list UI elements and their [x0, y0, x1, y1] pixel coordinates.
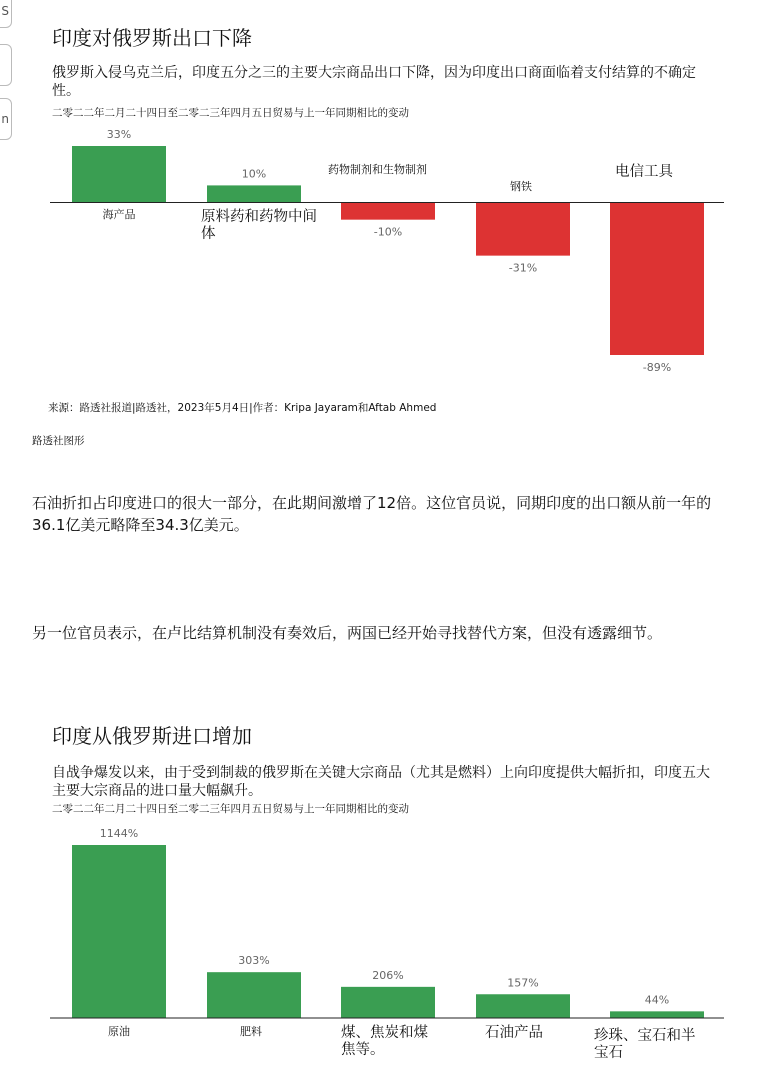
chart1-plot [0, 110, 770, 410]
category-label: 原油 [108, 1025, 130, 1038]
chart1-subtitle: 俄罗斯入侵乌克兰后，印度五分之三的主要大宗商品出口下降，因为印度出口商面临着支付结算的不确定性。 [52, 65, 696, 99]
bar-5 [610, 203, 704, 355]
chart2-plot [0, 815, 770, 1075]
chart1-title: 印度对俄罗斯出口下降 [52, 26, 252, 50]
chart1-graphic-credit: 路透社图形 [32, 435, 85, 447]
article-paragraph-1: 石油折扣占印度进口的很大一部分，在此期间激增了12倍。这位官员说，同期印度的出口额从前一年的36.1亿美元略降至34.3亿美元。 [32, 494, 712, 534]
value-label: 303% [238, 954, 270, 968]
value-label: 157% [507, 976, 539, 990]
value-label: -89% [642, 361, 672, 374]
bar-1 [72, 845, 166, 1018]
category-label: 钢铁 [510, 180, 532, 193]
edge-tab-2[interactable] [0, 44, 12, 86]
category-label: 肥料 [240, 1025, 262, 1038]
value-label: 44% [644, 993, 670, 1007]
category-label: 电信工具 [615, 164, 673, 180]
chart1-period-caption: 二零二二年二月二十四日至二零二三年四月五日贸易与上一年同期相比的变动 [52, 107, 409, 119]
chart2-period-caption: 二零二二年二月二十四日至二零二三年四月五日贸易与上一年同期相比的变动 [52, 803, 409, 815]
value-label: 10% [241, 167, 267, 181]
category-label: 珍珠、宝石和半宝石 [594, 1028, 696, 1061]
value-label: -10% [373, 225, 403, 239]
bar-4 [476, 203, 570, 256]
edge-tab-glyph: S [1, 4, 9, 18]
chart1-source: 来源：路透社报道|路透社，2023年5月4日|作者：Kripa Jayaram和Aftab Ahmed [48, 402, 437, 414]
category-label: 药物制剂和生物制剂 [328, 163, 427, 176]
bar-2 [207, 972, 301, 1018]
bar-4 [476, 994, 570, 1018]
edge-tab-glyph: n [1, 112, 9, 126]
value-label: -31% [508, 261, 538, 275]
category-label: 原料药和药物中间体 [201, 209, 317, 242]
value-label: 206% [372, 968, 404, 982]
category-label: 石油产品 [485, 1025, 543, 1041]
bar-5 [610, 1011, 704, 1018]
bar-2 [207, 185, 301, 202]
value-label: 1144% [99, 827, 139, 840]
chart2-title: 印度从俄罗斯进口增加 [52, 724, 252, 748]
bar-1 [72, 146, 166, 203]
bar-3 [341, 987, 435, 1018]
value-label: 33% [106, 128, 132, 141]
chart2-subtitle: 自战争爆发以来，由于受到制裁的俄罗斯在关键大宗商品（尤其是燃料）上向印度提供大幅折扣，印度五大主要大宗商品的进口量大幅飙升。 [52, 765, 710, 799]
category-label: 海产品 [102, 208, 136, 221]
bar-3 [341, 203, 435, 220]
article-paragraph-2: 另一位官员表示，在卢比结算机制没有奏效后，两国已经开始寻找替代方案，但没有透露细节。 [32, 624, 663, 642]
edge-tab-1[interactable] [0, 0, 12, 28]
category-label: 煤、焦炭和煤焦等。 [341, 1025, 428, 1058]
